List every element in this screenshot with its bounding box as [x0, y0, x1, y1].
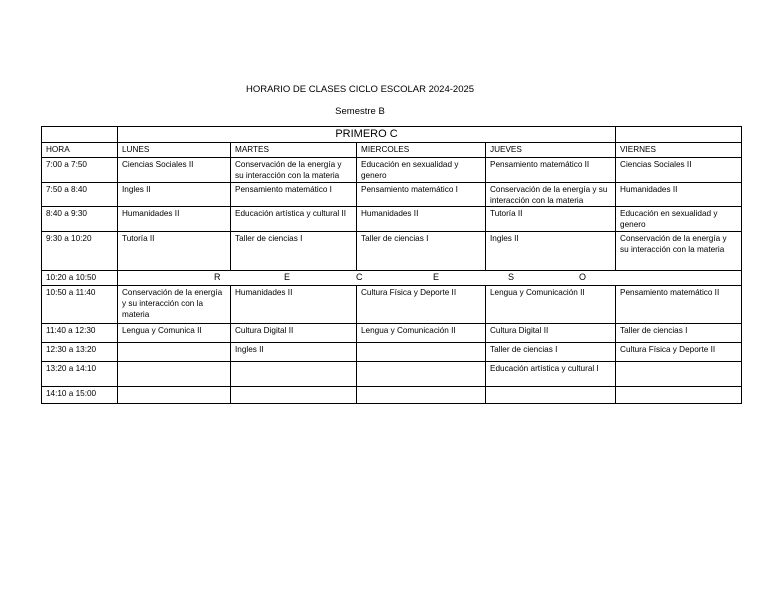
recess-letter: C [356, 272, 363, 282]
class-cell: Taller de ciencias I [616, 324, 742, 343]
semester-label: Semestre B [335, 106, 385, 117]
recess-letter: R [214, 272, 221, 282]
recess-cell [118, 271, 742, 286]
class-cell: Conservación de la energía y su interacción con la materia [231, 158, 357, 183]
class-cell: Taller de ciencias I [486, 343, 616, 362]
class-cell: Taller de ciencias I [231, 232, 357, 271]
time-cell: 10:50 a 11:40 [42, 286, 118, 324]
class-cell [486, 387, 616, 404]
class-cell: Tutoría II [118, 232, 231, 271]
class-cell [616, 387, 742, 404]
column-header: JUEVES [486, 143, 616, 158]
class-cell [118, 387, 231, 404]
class-cell: Ingles II [231, 343, 357, 362]
schedule-table [41, 126, 742, 404]
time-cell: 11:40 a 12:30 [42, 324, 118, 343]
column-header: MIERCOLES [357, 143, 486, 158]
time-cell: 13:20 a 14:10 [42, 362, 118, 387]
class-cell: Pensamiento matemático I [357, 183, 486, 207]
class-cell: Cultura Digital II [486, 324, 616, 343]
time-cell: 12:30 a 13:20 [42, 343, 118, 362]
recess-letter: E [284, 272, 291, 282]
table-row [42, 207, 742, 232]
class-cell [357, 387, 486, 404]
class-cell: Conservación de la energía y su interacción con la materia [486, 183, 616, 207]
class-cell: Humanidades II [231, 286, 357, 324]
grade-corner-cell [42, 127, 118, 143]
class-cell [357, 362, 486, 387]
recess-letter: O [579, 272, 587, 282]
recess-letter: E [433, 272, 440, 282]
class-cell: Cultura Física y Deporte II [616, 343, 742, 362]
document-title: HORARIO DE CLASES CICLO ESCOLAR 2024-2025 [245, 84, 475, 95]
time-cell: 9:30 a 10:20 [42, 232, 118, 271]
time-cell: 8:40 a 9:30 [42, 207, 118, 232]
class-cell [231, 362, 357, 387]
header-row [42, 143, 742, 158]
class-cell [616, 362, 742, 387]
time-cell: 14:10 a 15:00 [42, 387, 118, 404]
class-cell: Pensamiento matemático II [486, 158, 616, 183]
class-cell: Educación en sexualidad y genero [357, 158, 486, 183]
table-row [42, 324, 742, 343]
class-cell: Educación en sexualidad y genero [616, 207, 742, 232]
class-cell [118, 362, 231, 387]
class-cell: Pensamiento matemático II [616, 286, 742, 324]
class-cell: Ciencias Sociales II [118, 158, 231, 183]
class-cell: Lengua y Comunicación II [486, 286, 616, 324]
table-row [42, 362, 742, 387]
class-cell: Tutoría II [486, 207, 616, 232]
class-cell: Cultura Digital II [231, 324, 357, 343]
table-row [42, 183, 742, 207]
class-cell: Humanidades II [357, 207, 486, 232]
class-cell: Conservación de la energía y su interacción con la materia [118, 286, 231, 324]
column-header: HORA [42, 143, 118, 158]
class-cell [357, 343, 486, 362]
class-cell: Humanidades II [118, 207, 231, 232]
grade-title: PRIMERO C [118, 127, 616, 143]
table-row [42, 232, 742, 271]
recess-row [42, 271, 742, 286]
grade-end-cell [616, 127, 742, 143]
table-row [42, 286, 742, 324]
grade-row [42, 127, 742, 143]
class-cell: Lengua y Comunica II [118, 324, 231, 343]
column-header: VIERNES [616, 143, 742, 158]
time-cell: 7:50 a 8:40 [42, 183, 118, 207]
class-cell: Pensamiento matemático I [231, 183, 357, 207]
recess-letters [118, 271, 741, 285]
column-header: LUNES [118, 143, 231, 158]
class-cell [231, 387, 357, 404]
time-cell: 7:00 a 7:50 [42, 158, 118, 183]
time-cell: 10:20 a 10:50 [42, 271, 118, 286]
table-row [42, 387, 742, 404]
class-cell [118, 343, 231, 362]
class-cell: Lengua y Comunicación II [357, 324, 486, 343]
column-header: MARTES [231, 143, 357, 158]
class-cell: Educación artística y cultural I [486, 362, 616, 387]
class-cell: Conservación de la energía y su interacción con la materia [616, 232, 742, 271]
class-cell: Ingles II [118, 183, 231, 207]
recess-letter: S [508, 272, 515, 282]
table-row [42, 158, 742, 183]
class-cell: Educación artística y cultural II [231, 207, 357, 232]
table-row [42, 343, 742, 362]
class-cell: Cultura Física y Deporte II [357, 286, 486, 324]
class-cell: Ingles II [486, 232, 616, 271]
class-cell: Ciencias Sociales II [616, 158, 742, 183]
class-cell: Humanidades II [616, 183, 742, 207]
class-cell: Taller de ciencias I [357, 232, 486, 271]
